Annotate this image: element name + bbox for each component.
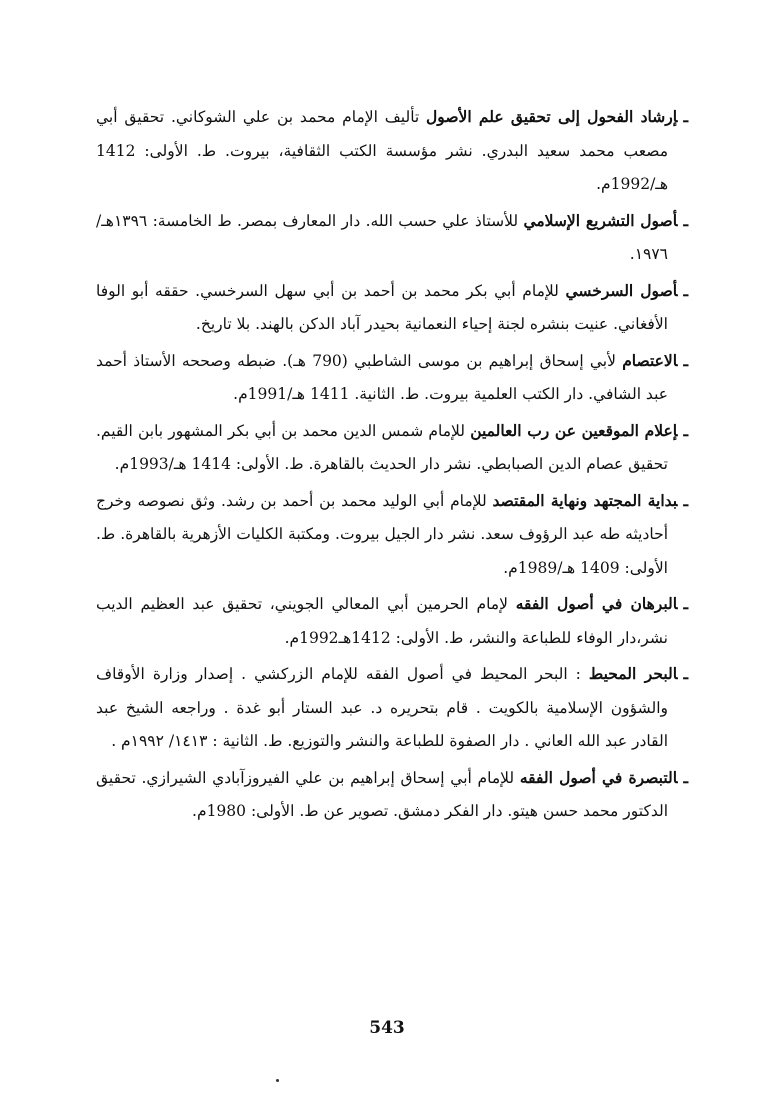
entry-title: الاعتصام bbox=[622, 350, 678, 370]
entry-title: إرشاد الفحول إلى تحقيق علم الأصول bbox=[426, 107, 678, 126]
entry-title: البحر المحيط bbox=[588, 664, 678, 683]
entry-dash: ـ bbox=[683, 107, 688, 126]
bibliography-entry bbox=[96, 761, 688, 829]
bibliography-entry bbox=[96, 657, 688, 759]
bibliography-entry bbox=[96, 484, 688, 586]
bibliography-entry bbox=[96, 274, 688, 342]
entry-details: للإمام أبي إسحاق إبراهيم بن علي الفيروزآبادي الشيرازي. تحقيق الدكتور محمد حسن هيتو. دار الفكر دمشق. تصوير عن ط. الأولى: 1980م. bbox=[96, 768, 668, 820]
bibliography-entry bbox=[96, 344, 688, 412]
entry-details: للإمام شمس الدين محمد بن أبي بكر المشهور بابن القيم. تحقيق عصام الدين الصبابطي. نشر دار الحديث بالقاهرة. ط. الأولى: 1414 هـ/1993م. bbox=[96, 421, 668, 473]
entry-title: أصول التشريع الإسلامي bbox=[523, 210, 678, 230]
bibliography-list bbox=[96, 100, 688, 831]
print-speck bbox=[276, 1079, 279, 1082]
entry-dash: ـ bbox=[683, 350, 688, 370]
entry-dash: ـ bbox=[683, 210, 688, 230]
entry-title: إعلام الموقعين عن رب العالمين bbox=[470, 420, 678, 440]
entry-dash: ـ bbox=[683, 490, 688, 510]
bibliography-entry bbox=[96, 204, 688, 272]
page-number: 543 bbox=[369, 1018, 405, 1038]
entry-title: بداية المجتهد ونهاية المقتصد bbox=[492, 490, 678, 510]
entry-details: لإمام الحرمين أبي المعالي الجويني، تحقيق عبد العظيم الديب نشر،دار الوفاء للطباعة والنشر، ط. الأولى: 1412هـ1992م. bbox=[96, 595, 668, 647]
entry-dash: ـ bbox=[683, 664, 688, 683]
entry-dash: ـ bbox=[683, 594, 688, 613]
entry-title: التبصرة في أصول الفقه bbox=[519, 767, 678, 787]
entry-details: للإمام أبي بكر محمد بن أحمد بن أبي سهل السرخسي. حققه أبو الوفا الأفغاني. عنيت بنشره لجنة إحياء النعمانية بحيدر آباد الدكن بالهند. بلا تاريخ. bbox=[96, 281, 668, 333]
entry-dash: ـ bbox=[683, 280, 688, 300]
entry-title: أصول السرخسي bbox=[565, 280, 678, 300]
entry-details: تأليف الإمام محمد بن علي الشوكاني. تحقيق أبي مصعب محمد سعيد البدري. نشر مؤسسة الكتب الثقافية، بيروت. ط. الأولى: 1412 هـ/1992م. bbox=[96, 108, 668, 193]
bibliography-entry bbox=[96, 100, 688, 202]
entry-details: : البحر المحيط في أصول الفقه للإمام الزركشي . إصدار وزارة الأوقاف والشؤون الإسلامية بالكويت . قام بتحريره د. عبد الستار أبو غدة . وراجعه الشيخ عبد القادر عبد الله العاني . دار الصفوة للطباعة والنشر والتوزيع. ط. الثانية : ١٤١٣/ ١٩٩٢م . bbox=[96, 665, 668, 750]
entry-dash: ـ bbox=[683, 420, 688, 440]
entry-details: للإمام أبي الوليد محمد بن أحمد بن رشد. وثق نصوصه وخرج أحاديثه طه عبد الرؤوف سعد. نشر دار الجيل بيروت. ومكتبة الكليات الأزهرية بالقاهرة. ط. الأولى: 1409 هـ/1989م. bbox=[96, 491, 668, 577]
entry-title: البرهان في أصول الفقه bbox=[515, 594, 678, 613]
bibliography-entry bbox=[96, 587, 688, 655]
bibliography-entry bbox=[96, 414, 688, 482]
entry-dash: ـ bbox=[683, 767, 688, 787]
entry-details: للأستاذ علي حسب الله. دار المعارف بمصر. ط الخامسة: ١٣٩٦هـ/ ١٩٧٦. bbox=[96, 211, 668, 263]
entry-details: لأبي إسحاق إبراهيم بن موسى الشاطبي (790 هـ). ضبطه وصححه الأستاذ أحمد عبد الشافي. دار الكتب العلمية بيروت. ط. الثانية. 1411 هـ/1991م. bbox=[96, 351, 668, 403]
